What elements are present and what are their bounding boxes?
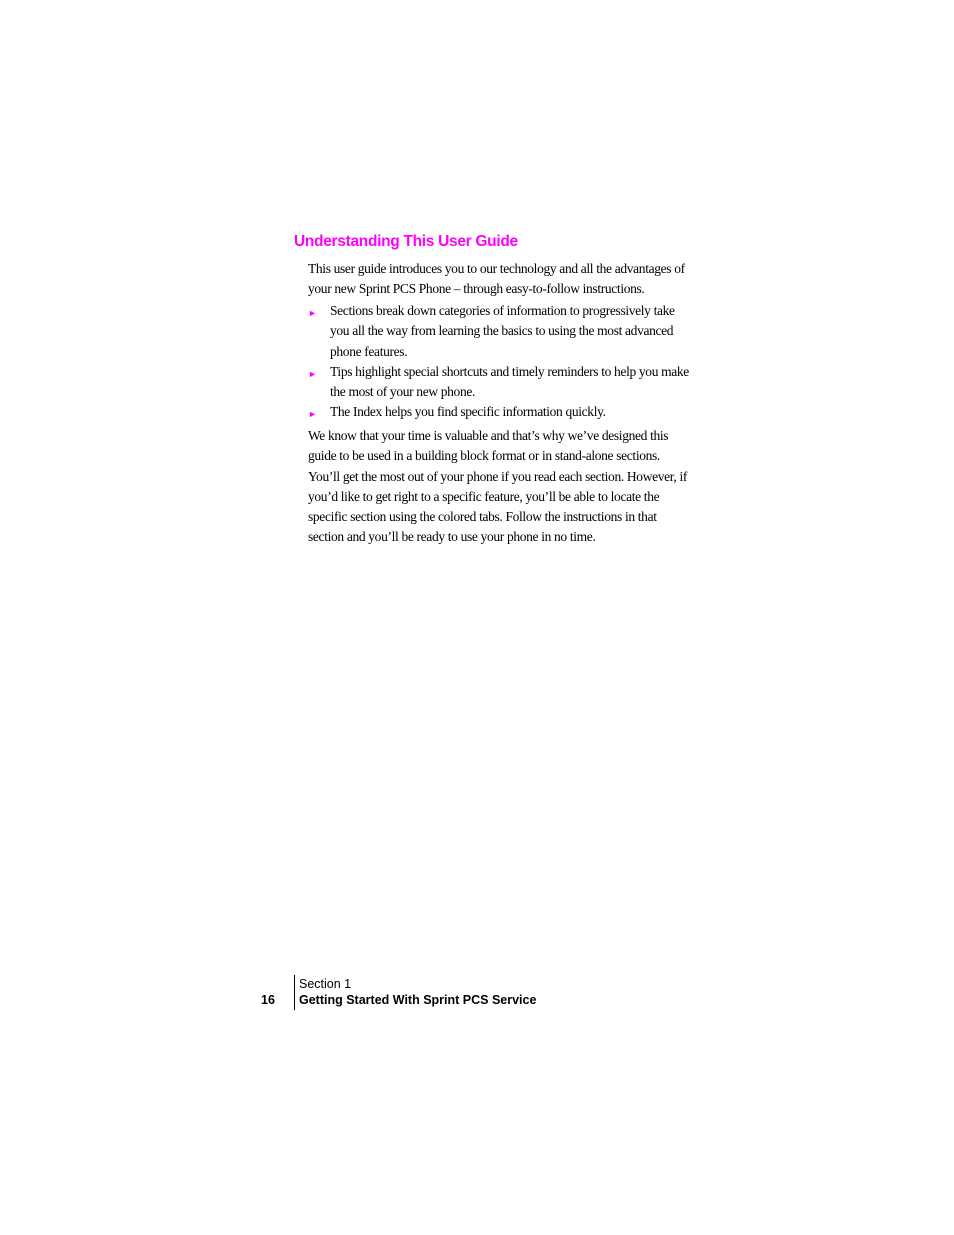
list-item-text: Tips highlight special shortcuts and timely reminders to help you make the most of your new phone. (330, 363, 689, 400)
list-item (308, 402, 694, 422)
list-item-text: The Index helps you find specific information quickly. (330, 404, 606, 420)
list-item (308, 301, 694, 362)
triangle-bullet-icon: ► (308, 368, 317, 379)
triangle-bullet-icon: ► (308, 308, 317, 318)
list-item (308, 362, 694, 403)
triangle-bullet-icon: ► (308, 409, 317, 420)
section-heading: Understanding This User Guide (294, 233, 518, 250)
footer-divider (294, 975, 295, 1010)
closing-paragraph: We know that your time is valuable and that’s why we’ve designed this guide to be used in a building block format or in stand-alone sections. You’ll get the most out of your phone if you read each section. However, if you’d like to get right to a specific feature, you’ll be able to locate the specific section using the colored tabs. Follow the instructions in that section and you’ll be ready to use your phone in no time. (308, 428, 687, 545)
list-item-text: Sections break down categories of information to progressively take you all the way from learning the basics to using the most advanced phone features. (330, 303, 675, 359)
page-number: 16 (261, 993, 275, 1007)
feature-list (308, 301, 694, 423)
intro-paragraph: This user guide introduces you to our technology and all the advantages of your new Sprint PCS Phone – through easy-to-follow instructions. (308, 261, 685, 297)
footer-section-label: Section 1 (299, 977, 352, 991)
footer-section-title: Getting Started With Sprint PCS Service (299, 993, 537, 1007)
